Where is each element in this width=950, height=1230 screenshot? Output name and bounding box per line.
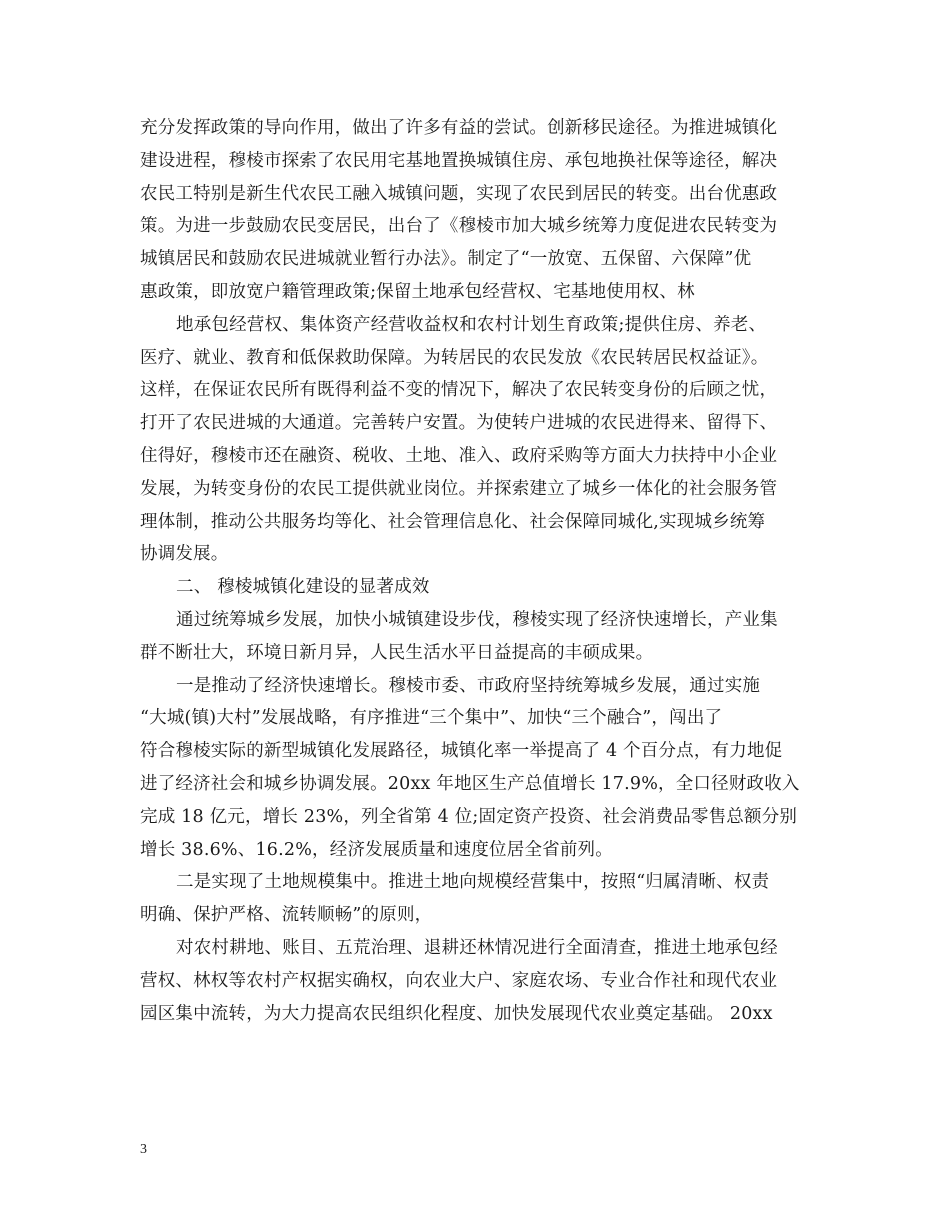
text-line: 发展，为转变身份的农民工提供就业岗位。并探索建立了城乡一体化的社会服务管	[140, 478, 778, 499]
text-line: 充分发挥政策的导向作用，做出了许多有益的尝试。创新移民途径。为推进城镇化	[140, 118, 778, 138]
text-line: “大城(镇)大村”发展战略，有序推进“三个集中”、加快“三个融合”，闯出了	[140, 708, 723, 729]
text-line: 这样，在保证农民所有既得利益不变的情况下，解决了农民转变身份的后顾之忧，	[140, 380, 778, 401]
text-line: 理体制，推动公共服务均等化、社会管理信息化、社会保障同城化,实现城乡统筹	[140, 511, 766, 532]
text-line: 一是推动了经济快速增长。穆棱市委、市政府坚持统筹城乡发展，通过实施	[176, 675, 761, 696]
text-line: 进了经济社会和城乡协调发展。20xx 年地区生产总值增长 17.9%，全口径财政收入	[140, 773, 800, 794]
text-line: 建设进程，穆棱市探索了农民用宅基地置换城镇住房、承包地换社保等途径，解决	[140, 150, 778, 171]
text-line: 通过统筹城乡发展，加快小城镇建设步伐，穆棱实现了经济快速增长，产业集	[176, 609, 778, 630]
text-line: 住得好，穆棱市还在融资、税收、土地、准入、政府采购等方面大力扶持中小企业	[140, 445, 778, 466]
text-line: 园区集中流转，为大力提高农民组织化程度、加快发展现代农业奠定基础。 20xx	[140, 1003, 773, 1024]
text-line: 打开了农民进城的大通道。完善转户安置。为使转户进城的农民进得来、留得下、	[140, 413, 778, 434]
text-line: 协调发展。	[140, 544, 229, 565]
text-line: 策。为进一步鼓励农民变居民，出台了《穆棱市加大城乡统筹力度促进农民转变为	[140, 216, 778, 237]
text-line: 营权、林权等农村产权据实确权，向农业大户、家庭农场、专业合作社和现代农业	[140, 970, 778, 991]
text-line: 群不断壮大，环境日新月异，人民生活水平日益提高的丰硕成果。	[140, 642, 654, 663]
text-line: 增长 38.6%、16.2%，经济发展质量和速度位居全省前列。	[140, 839, 613, 860]
body-text	[140, 112, 820, 1030]
text-line: 对农村耕地、账目、五荒治理、退耕还林情况进行全面清查，推进土地承包经	[176, 937, 778, 958]
text-line: 惠政策，即放宽户籍管理政策;保留土地承包经营权、宅基地使用权、林	[140, 281, 695, 302]
text-line: 明确、保护严格、流转顺畅”的原则，	[140, 905, 433, 926]
text-line: 医疗、就业、教育和低保救助保障。为转居民的农民发放《农民转居民权益证》。	[140, 347, 769, 368]
text-line: 农民工特别是新生代农民工融入城镇问题，实现了农民到居民的转变。出台优惠政	[140, 183, 778, 204]
text-line: 符合穆棱实际的新型城镇化发展路径，城镇化率一举提高了 4 个百分点，有力地促	[140, 741, 783, 762]
text-line: 二是实现了土地规模集中。推进土地向规模经营集中，按照“归属清晰、权责	[176, 872, 770, 893]
text-line: 二、 穆棱城镇化建设的显著成效	[176, 577, 430, 598]
text-line: 地承包经营权、集体资产经营收益权和农村计划生育政策;提供住房、养老、	[176, 314, 767, 335]
text-line: 完成 18 亿元，增长 23%，列全省第 4 位;固定资产投资、社会消费品零售总额分别	[140, 806, 798, 827]
page-number: 3	[140, 1142, 147, 1157]
text-line: 城镇居民和鼓励农民进城就业暂行办法》。制定了“一放宽、五保留、六保障”优	[140, 249, 752, 270]
